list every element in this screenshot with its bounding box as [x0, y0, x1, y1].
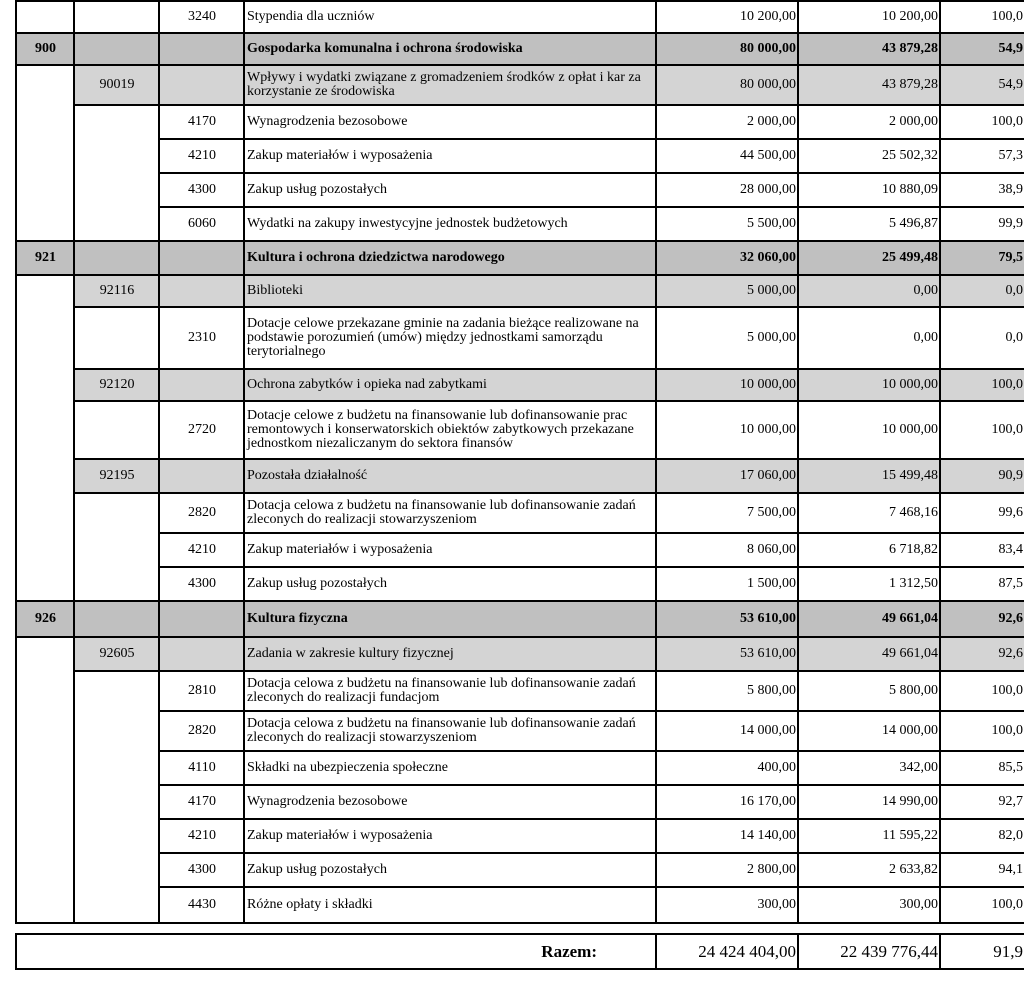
plan-amount: 1 500,00 [656, 567, 798, 601]
section-code [16, 1, 74, 33]
plan-amount: 5 000,00 [656, 275, 798, 307]
paragraph-code [159, 369, 244, 401]
paragraph-row [16, 567, 1024, 601]
chapter-code: 92120 [74, 369, 159, 401]
executed-amount: 49 661,04 [798, 601, 940, 637]
chapter-code [74, 785, 159, 819]
item-name: Pozostała działalność [244, 459, 656, 493]
paragraph-code [159, 275, 244, 307]
plan-amount: 53 610,00 [656, 601, 798, 637]
plan-amount: 44 500,00 [656, 139, 798, 173]
paragraph-code: 2820 [159, 493, 244, 533]
paragraph-code: 2720 [159, 401, 244, 459]
chapter-code [74, 751, 159, 785]
paragraph-row [16, 533, 1024, 567]
section-code [16, 637, 74, 671]
execution-percent: 57,3 [940, 139, 1024, 173]
item-name: Zakup usług pozostałych [244, 567, 656, 601]
section-code: 900 [16, 33, 74, 65]
total-table-container [15, 933, 1024, 970]
paragraph-code [159, 459, 244, 493]
item-name: Gospodarka komunalna i ochrona środowiska [244, 33, 656, 65]
chapter-row [16, 65, 1024, 105]
paragraph-row [16, 671, 1024, 711]
section-code [16, 307, 74, 369]
chapter-code [74, 241, 159, 275]
executed-amount: 14 990,00 [798, 785, 940, 819]
execution-percent: 100,0 [940, 711, 1024, 751]
executed-amount: 342,00 [798, 751, 940, 785]
total-plan: 24 424 404,00 [656, 934, 798, 969]
execution-percent: 100,0 [940, 401, 1024, 459]
item-name: Stypendia dla uczniów [244, 1, 656, 33]
paragraph-row [16, 1, 1024, 33]
total-table [15, 933, 1024, 970]
execution-percent: 38,9 [940, 173, 1024, 207]
executed-amount: 0,00 [798, 275, 940, 307]
section-code [16, 369, 74, 401]
chapter-code [74, 207, 159, 241]
execution-percent: 87,5 [940, 567, 1024, 601]
execution-percent: 100,0 [940, 887, 1024, 923]
execution-percent: 99,9 [940, 207, 1024, 241]
plan-amount: 2 000,00 [656, 105, 798, 139]
paragraph-row [16, 751, 1024, 785]
section-row [16, 33, 1024, 65]
paragraph-code: 4300 [159, 567, 244, 601]
paragraph-row [16, 139, 1024, 173]
plan-amount: 16 170,00 [656, 785, 798, 819]
paragraph-code: 2310 [159, 307, 244, 369]
paragraph-code: 4210 [159, 139, 244, 173]
section-code [16, 567, 74, 601]
paragraph-code [159, 637, 244, 671]
execution-percent: 100,0 [940, 671, 1024, 711]
executed-amount: 6 718,82 [798, 533, 940, 567]
execution-percent: 82,0 [940, 819, 1024, 853]
paragraph-code: 4110 [159, 751, 244, 785]
section-code [16, 853, 74, 887]
chapter-code [74, 601, 159, 637]
paragraph-row [16, 887, 1024, 923]
item-name: Dotacja celowa z budżetu na finansowanie lub dofinansowanie zadań zleconych do realizacji stowarzyszeniom [244, 493, 656, 533]
total-executed: 22 439 776,44 [798, 934, 940, 969]
executed-amount: 10 000,00 [798, 401, 940, 459]
item-name: Kultura fizyczna [244, 601, 656, 637]
executed-amount: 11 595,22 [798, 819, 940, 853]
section-code [16, 207, 74, 241]
paragraph-row [16, 819, 1024, 853]
section-code [16, 139, 74, 173]
executed-amount: 5 496,87 [798, 207, 940, 241]
item-name: Wynagrodzenia bezosobowe [244, 105, 656, 139]
item-name: Zakup materiałów i wyposażenia [244, 139, 656, 173]
item-name: Biblioteki [244, 275, 656, 307]
chapter-row [16, 275, 1024, 307]
item-name: Kultura i ochrona dziedzictwa narodowego [244, 241, 656, 275]
paragraph-code: 6060 [159, 207, 244, 241]
chapter-code [74, 33, 159, 65]
paragraph-row [16, 173, 1024, 207]
execution-percent: 85,5 [940, 751, 1024, 785]
executed-amount: 0,00 [798, 307, 940, 369]
chapter-code [74, 671, 159, 711]
section-code [16, 751, 74, 785]
plan-amount: 28 000,00 [656, 173, 798, 207]
plan-amount: 300,00 [656, 887, 798, 923]
item-name: Zakup materiałów i wyposażenia [244, 819, 656, 853]
executed-amount: 14 000,00 [798, 711, 940, 751]
executed-amount: 10 200,00 [798, 1, 940, 33]
chapter-code: 92195 [74, 459, 159, 493]
section-code [16, 401, 74, 459]
chapter-code [74, 567, 159, 601]
chapter-code [74, 1, 159, 33]
plan-amount: 14 140,00 [656, 819, 798, 853]
paragraph-code: 2820 [159, 711, 244, 751]
executed-amount: 25 502,32 [798, 139, 940, 173]
section-code [16, 819, 74, 853]
chapter-code: 90019 [74, 65, 159, 105]
paragraph-row [16, 785, 1024, 819]
item-name: Zakup materiałów i wyposażenia [244, 533, 656, 567]
item-name: Zadania w zakresie kultury fizycznej [244, 637, 656, 671]
executed-amount: 10 000,00 [798, 369, 940, 401]
executed-amount: 2 000,00 [798, 105, 940, 139]
execution-percent: 83,4 [940, 533, 1024, 567]
chapter-code [74, 139, 159, 173]
item-name: Ochrona zabytków i opieka nad zabytkami [244, 369, 656, 401]
chapter-code [74, 853, 159, 887]
item-name: Zakup usług pozostałych [244, 853, 656, 887]
section-code [16, 459, 74, 493]
plan-amount: 5 800,00 [656, 671, 798, 711]
total-row [16, 934, 1024, 969]
budget-table [15, 0, 1024, 924]
plan-amount: 5 000,00 [656, 307, 798, 369]
paragraph-code: 4170 [159, 105, 244, 139]
paragraph-row [16, 401, 1024, 459]
executed-amount: 25 499,48 [798, 241, 940, 275]
paragraph-code: 4210 [159, 819, 244, 853]
execution-percent: 92,6 [940, 601, 1024, 637]
executed-amount: 43 879,28 [798, 65, 940, 105]
execution-percent: 0,0 [940, 307, 1024, 369]
plan-amount: 80 000,00 [656, 65, 798, 105]
executed-amount: 10 880,09 [798, 173, 940, 207]
item-name: Dotacje celowe przekazane gminie na zadania bieżące realizowane na podstawie porozumień (umów) między jednostkami samorządu terytorialnego [244, 307, 656, 369]
item-name: Wydatki na zakupy inwestycyjne jednostek budżetowych [244, 207, 656, 241]
section-code [16, 65, 74, 105]
paragraph-row [16, 207, 1024, 241]
budget-table-body [16, 1, 1024, 923]
paragraph-code: 4430 [159, 887, 244, 923]
total-label: Razem: [16, 934, 656, 969]
paragraph-code: 4300 [159, 853, 244, 887]
section-code: 921 [16, 241, 74, 275]
section-code [16, 275, 74, 307]
chapter-code [74, 401, 159, 459]
execution-percent: 99,6 [940, 493, 1024, 533]
paragraph-code [159, 33, 244, 65]
plan-amount: 5 500,00 [656, 207, 798, 241]
plan-amount: 14 000,00 [656, 711, 798, 751]
chapter-code [74, 887, 159, 923]
section-code [16, 173, 74, 207]
item-name: Dotacja celowa z budżetu na finansowanie lub dofinansowanie zadań zleconych do realizacji fundacjom [244, 671, 656, 711]
executed-amount: 1 312,50 [798, 567, 940, 601]
plan-amount: 53 610,00 [656, 637, 798, 671]
chapter-row [16, 459, 1024, 493]
paragraph-row [16, 853, 1024, 887]
executed-amount: 300,00 [798, 887, 940, 923]
paragraph-code [159, 241, 244, 275]
section-code [16, 671, 74, 711]
plan-amount: 10 000,00 [656, 369, 798, 401]
executed-amount: 49 661,04 [798, 637, 940, 671]
plan-amount: 7 500,00 [656, 493, 798, 533]
paragraph-code: 2810 [159, 671, 244, 711]
paragraph-code: 4170 [159, 785, 244, 819]
plan-amount: 10 200,00 [656, 1, 798, 33]
paragraph-row [16, 105, 1024, 139]
section-code: 926 [16, 601, 74, 637]
total-percent: 91,9 [940, 934, 1024, 969]
item-name: Składki na ubezpieczenia społeczne [244, 751, 656, 785]
executed-amount: 43 879,28 [798, 33, 940, 65]
item-name: Dotacja celowa z budżetu na finansowanie lub dofinansowanie zadań zleconych do realizacji stowarzyszeniom [244, 711, 656, 751]
plan-amount: 2 800,00 [656, 853, 798, 887]
executed-amount: 2 633,82 [798, 853, 940, 887]
execution-percent: 92,7 [940, 785, 1024, 819]
chapter-code [74, 307, 159, 369]
execution-percent: 79,5 [940, 241, 1024, 275]
plan-amount: 10 000,00 [656, 401, 798, 459]
section-row [16, 241, 1024, 275]
chapter-code [74, 533, 159, 567]
section-code [16, 785, 74, 819]
plan-amount: 32 060,00 [656, 241, 798, 275]
item-name: Dotacje celowe z budżetu na finansowanie lub dofinansowanie prac remontowych i konserwatorskich obiektów zabytkowych przekazane jednostkom niezaliczanym do sektora finansów [244, 401, 656, 459]
chapter-row [16, 637, 1024, 671]
section-code [16, 887, 74, 923]
chapter-code [74, 105, 159, 139]
paragraph-code: 3240 [159, 1, 244, 33]
execution-percent: 0,0 [940, 275, 1024, 307]
item-name: Różne opłaty i składki [244, 887, 656, 923]
budget-table-container [15, 0, 1024, 924]
chapter-code [74, 173, 159, 207]
execution-percent: 100,0 [940, 369, 1024, 401]
section-code [16, 105, 74, 139]
chapter-row [16, 369, 1024, 401]
chapter-code [74, 819, 159, 853]
executed-amount: 15 499,48 [798, 459, 940, 493]
execution-percent: 94,1 [940, 853, 1024, 887]
chapter-code: 92605 [74, 637, 159, 671]
paragraph-code [159, 65, 244, 105]
execution-percent: 92,6 [940, 637, 1024, 671]
plan-amount: 17 060,00 [656, 459, 798, 493]
execution-percent: 90,9 [940, 459, 1024, 493]
executed-amount: 5 800,00 [798, 671, 940, 711]
execution-percent: 54,9 [940, 65, 1024, 105]
execution-percent: 54,9 [940, 33, 1024, 65]
chapter-code [74, 711, 159, 751]
section-code [16, 533, 74, 567]
paragraph-code: 4300 [159, 173, 244, 207]
paragraph-row [16, 307, 1024, 369]
chapter-code [74, 493, 159, 533]
section-row [16, 601, 1024, 637]
item-name: Zakup usług pozostałych [244, 173, 656, 207]
plan-amount: 400,00 [656, 751, 798, 785]
paragraph-code [159, 601, 244, 637]
execution-percent: 100,0 [940, 105, 1024, 139]
section-code [16, 711, 74, 751]
paragraph-row [16, 711, 1024, 751]
chapter-code: 92116 [74, 275, 159, 307]
executed-amount: 7 468,16 [798, 493, 940, 533]
plan-amount: 8 060,00 [656, 533, 798, 567]
execution-percent: 100,0 [940, 1, 1024, 33]
paragraph-row [16, 493, 1024, 533]
item-name: Wpływy i wydatki związane z gromadzeniem środków z opłat i kar za korzystanie ze środowiska [244, 65, 656, 105]
section-code [16, 493, 74, 533]
item-name: Wynagrodzenia bezosobowe [244, 785, 656, 819]
plan-amount: 80 000,00 [656, 33, 798, 65]
paragraph-code: 4210 [159, 533, 244, 567]
